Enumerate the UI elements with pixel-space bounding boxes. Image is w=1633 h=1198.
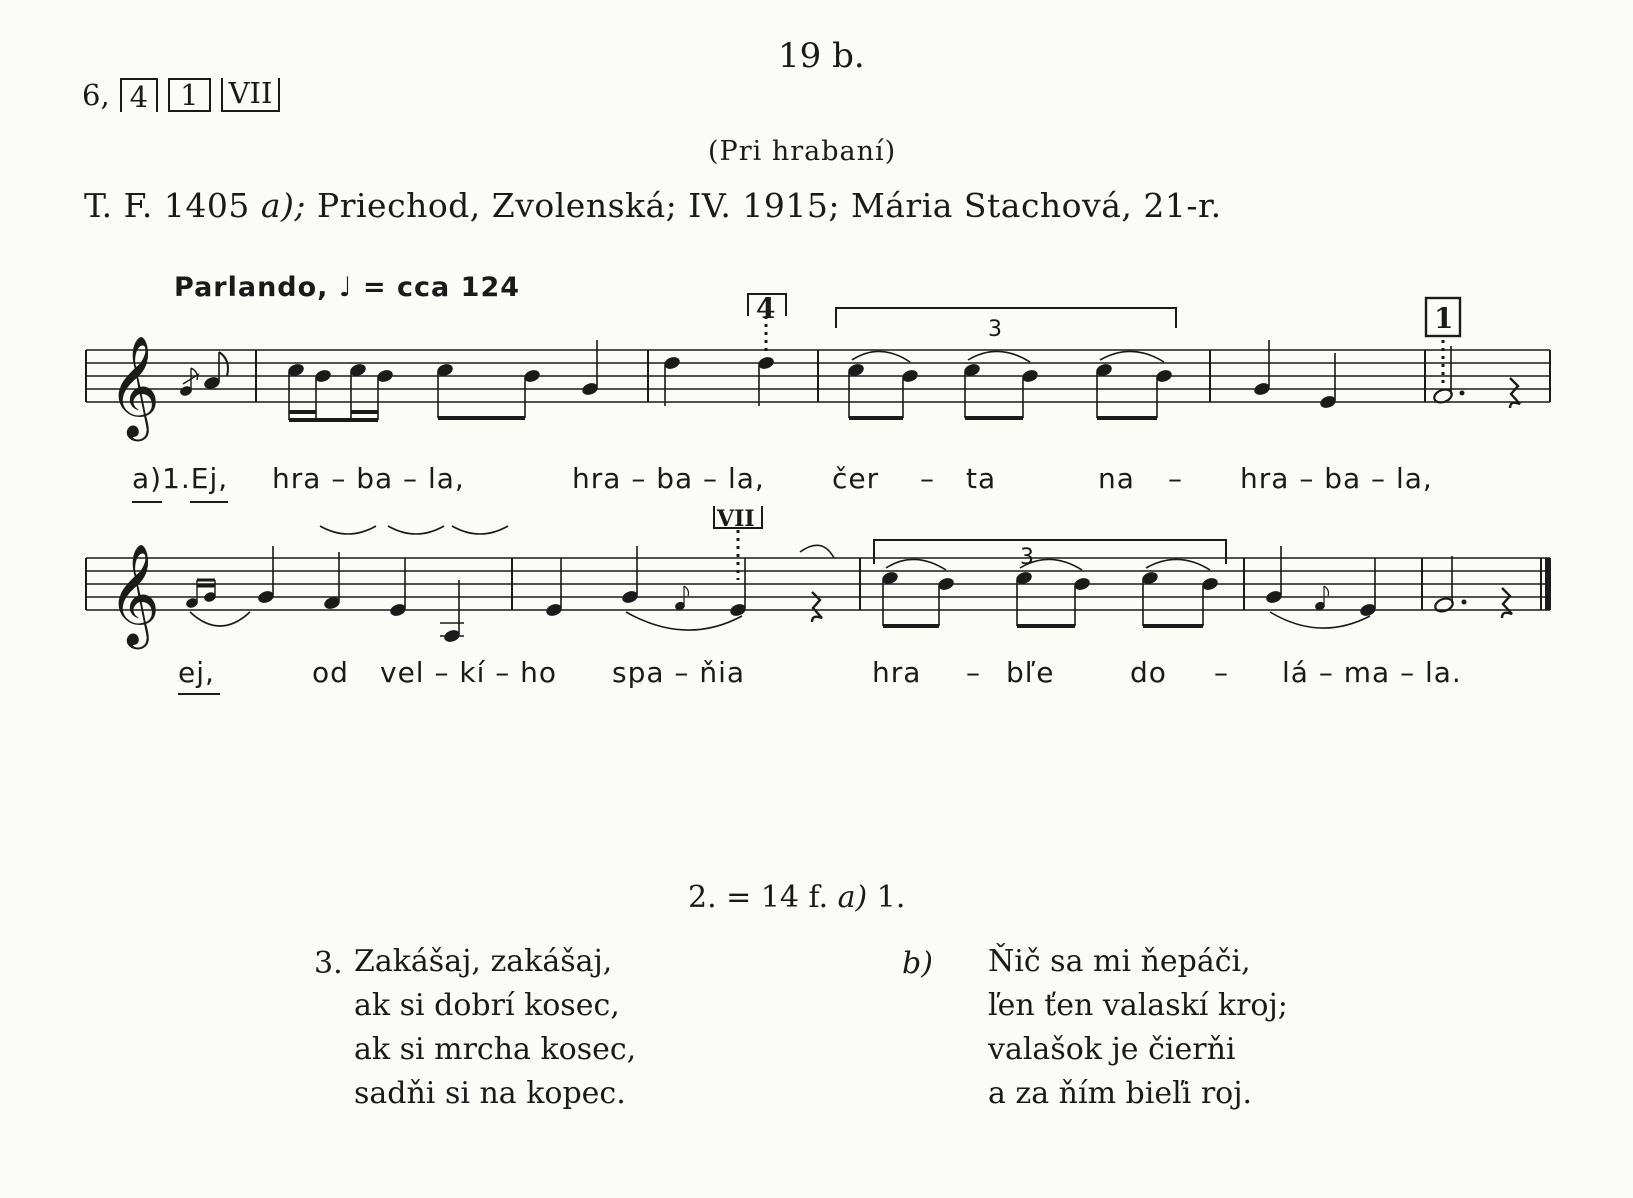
source-post: Priechod, Zvolenská; IV. 1915; Mária Stachová, 21-r. — [306, 186, 1222, 225]
verse-line: Zakášaj, zakášaj, — [354, 944, 613, 979]
source-italic: a); — [260, 186, 307, 225]
rehearsal-mark-vii — [714, 506, 762, 532]
verse-line: ak si mrcha kosec, — [354, 1032, 637, 1067]
tempo-label: Parlando, — [174, 272, 329, 303]
verse-right-label: b) — [902, 946, 933, 981]
lyric-2-4: spa – ňia — [612, 656, 746, 689]
lyric-2-9: – — [1214, 656, 1229, 689]
lyric-1-8: – — [1168, 462, 1183, 495]
treble-clef-icon: 𝄞 — [108, 542, 161, 645]
measure-1-1 — [287, 340, 600, 420]
verse-reference — [688, 880, 905, 915]
quarter-note-icon: ♩ — [338, 272, 353, 303]
lyric-1-5: – — [920, 462, 935, 495]
section-marks-prefix: 6, — [82, 78, 110, 112]
measure-2-1 — [185, 526, 508, 644]
measure-2-3 — [874, 540, 1226, 626]
section-mark-c: VII — [221, 78, 281, 112]
reference-italic: a) — [837, 880, 868, 915]
section-mark-a: 4 — [120, 78, 158, 112]
pickup-notes — [179, 352, 228, 397]
lyric-2-8: do — [1130, 656, 1167, 689]
lyric-1-6: ta — [966, 462, 997, 495]
measure-2-5 — [1433, 556, 1512, 618]
rehearsal-mark-vii-label: VII — [717, 506, 755, 532]
verse-left — [354, 940, 636, 1116]
lyric-2-5: hra — [872, 656, 922, 689]
lyric-2-7: bľe — [1006, 656, 1055, 689]
treble-clef-icon: 𝄞 — [108, 334, 161, 437]
rehearsal-mark-1-label: 1 — [1434, 302, 1454, 335]
staff-system-2 — [86, 506, 1550, 650]
verse-right — [988, 940, 1288, 1116]
rehearsal-mark-4-label: 4 — [756, 292, 776, 325]
lyric-1-7: na — [1098, 462, 1135, 495]
measure-1-2 — [663, 316, 776, 406]
lyric-1-3: hra – ba – la, — [572, 462, 765, 495]
measure-2-2 — [545, 530, 834, 630]
lyric-1-4: čer — [832, 462, 880, 495]
verse-left-label: 3. — [314, 946, 343, 981]
reference-post: 1. — [867, 880, 906, 915]
triplet-number-2: 3 — [1020, 545, 1034, 570]
verse-line: sadňi si na kopec. — [354, 1076, 626, 1111]
verse-line: Ňič sa mi ňepáči, — [988, 944, 1251, 979]
staff-system-1 — [86, 292, 1550, 442]
reference-pre: 2. = 14 f. — [688, 880, 838, 915]
lyric-1-1: a)1.Ej, — [132, 462, 229, 495]
song-context: (Pri hrabaní) — [708, 136, 897, 167]
lyric-1-9: hra – ba – la, — [1240, 462, 1433, 495]
verse-line: ak si dobrí kosec, — [354, 988, 620, 1023]
verse-line: ľen ťen valaskí kroj; — [988, 988, 1288, 1023]
verse-line: a za ňím bieľi roj. — [988, 1076, 1253, 1111]
lyric-2-10: lá – ma – la. — [1282, 656, 1462, 689]
rehearsal-mark-1 — [1426, 298, 1460, 336]
lyric-2-2: od — [312, 656, 349, 689]
lyric-2-3: vel – kí – ho — [380, 656, 558, 689]
verse-line: valašok je čierňi — [988, 1032, 1236, 1067]
lyric-1-2: hra – ba – la, — [272, 462, 465, 495]
song-number: 19 b. — [778, 36, 865, 76]
lyric-2-1: ej, — [178, 656, 215, 689]
tempo-value: = cca 124 — [363, 272, 521, 303]
triplet-number-1: 3 — [988, 317, 1002, 342]
source-pre: T. F. 1405 — [84, 186, 261, 225]
rehearsal-mark-4 — [748, 292, 786, 325]
section-mark-b: 1 — [168, 78, 210, 112]
lyric-2-6: – — [966, 656, 981, 689]
